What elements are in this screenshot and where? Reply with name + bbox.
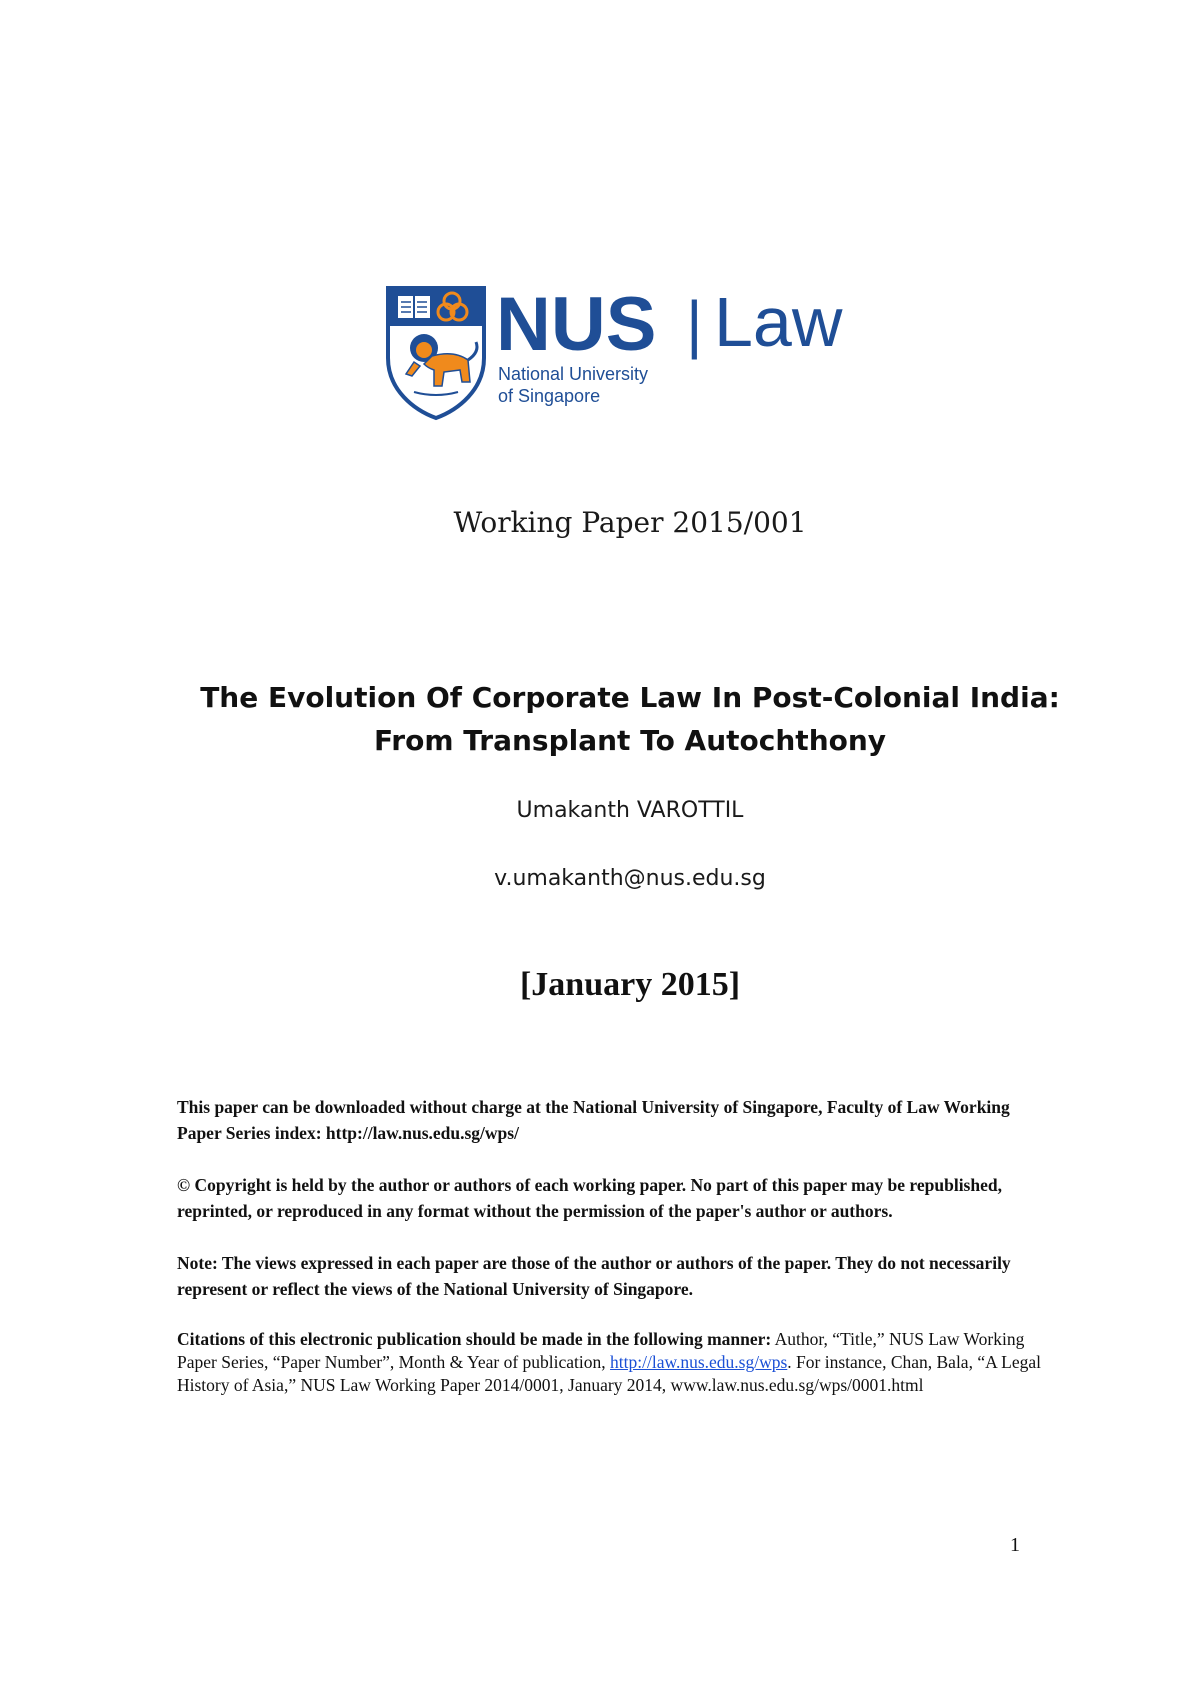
- logo-separator: |: [686, 288, 703, 360]
- nus-law-logo: [384, 286, 884, 426]
- citation-format: Author, “Title,” NUS Law Working Paper Series, “Paper Number”, Month & Year of publication,: [177, 1329, 1025, 1372]
- author-email: v.umakanth@nus.edu.sg: [494, 866, 766, 891]
- citation-lead: Citations of this electronic publication should be made in the following manner:: [177, 1329, 772, 1349]
- copyright-notice: © Copyright is held by the author or authors of each working paper. No part of this paper may be republished, reprinted, or reproduced in any format without the permission of the paper's author or authors.: [177, 1175, 1002, 1221]
- logo-faculty: Law: [714, 286, 843, 361]
- paper-title-line2: From Transplant To Autochthony: [373, 724, 887, 757]
- citation-example: . For instance, Chan, Bala, “A Legal History of Asia,” NUS Law Working Paper 2014/0001, January 2014, www.law.nus.edu.sg/wps/0001.html: [177, 1352, 1041, 1395]
- page-number: 1: [1010, 1534, 1020, 1556]
- paper-title: [0, 676, 1200, 762]
- logo-wordmark: NUS: [496, 286, 657, 367]
- working-paper-number: Working Paper 2015/001: [453, 506, 807, 539]
- wps-link[interactable]: http://law.nus.edu.sg/wps: [610, 1352, 788, 1372]
- paper-title-line1: The Evolution Of Corporate Law In Post-Colonial India:: [200, 681, 1060, 714]
- logo-university-line2: of Singapore: [498, 386, 601, 406]
- nus-crest-icon: [384, 286, 884, 426]
- author-name: Umakanth VAROTTIL: [516, 798, 744, 823]
- logo-university-line1: National University: [498, 364, 649, 384]
- publication-date: [January 2015]: [519, 966, 741, 1003]
- citation-notice: [177, 1328, 1057, 1397]
- views-note: Note: The views expressed in each paper are those of the author or authors of the paper. They do not necessarily represent or reflect the views of the National University of Singapore.: [177, 1253, 1011, 1299]
- download-notice: This paper can be downloaded without charge at the National University of Singapore, Faculty of Law Working Paper Series index: http://law.nus.edu.sg/wps/: [177, 1097, 1010, 1143]
- notices-section: [177, 1094, 1057, 1423]
